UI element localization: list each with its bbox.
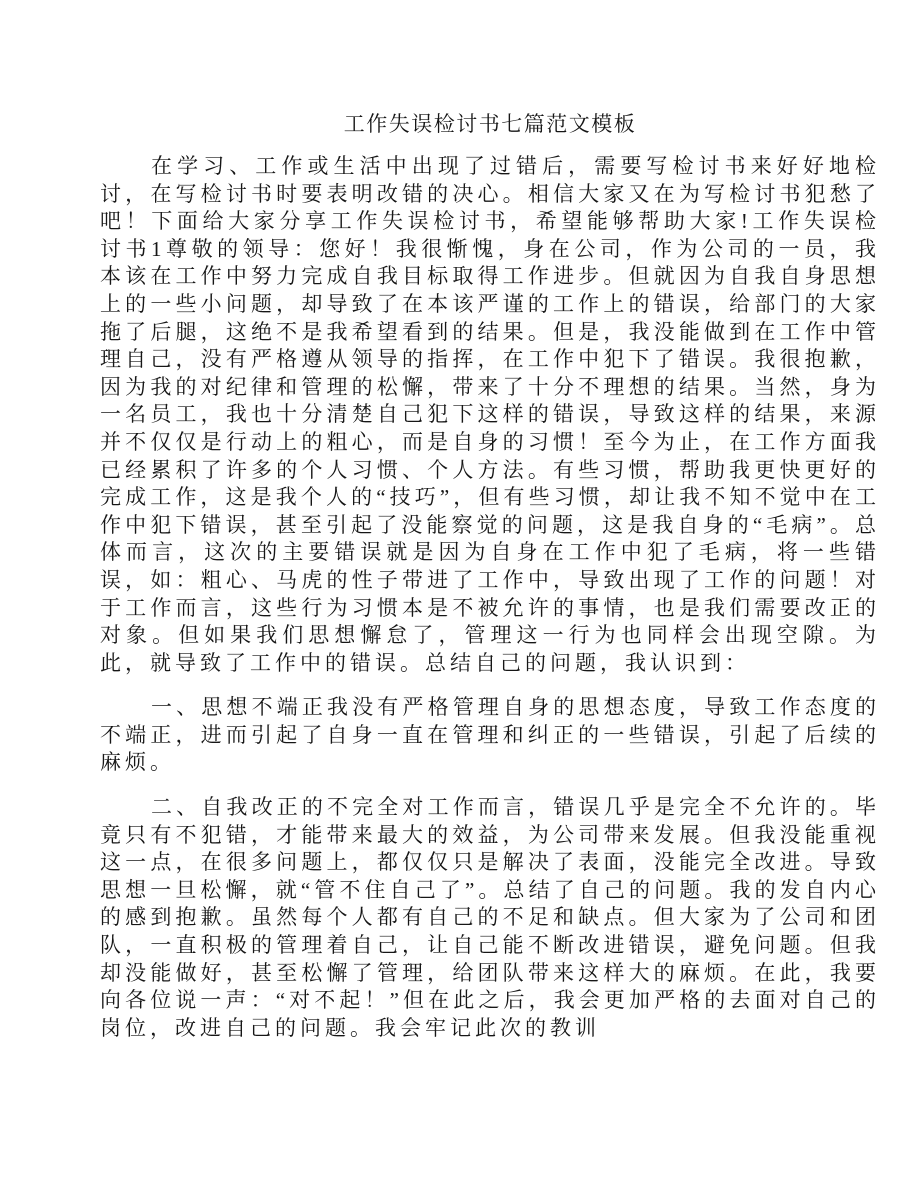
document-title: 工作失误检讨书七篇范文模板 <box>343 112 637 136</box>
paragraph-intro-and-body: 在学习、工作或生活中出现了过错后，需要写检讨书来好好地检讨，在写检讨书时要表明改错的决心。相信大家又在为写检讨书犯愁了吧！下面给大家分享工作失误检讨书，希望能够帮助大家!工作失误检讨书1尊敬的领导：您好！我很惭愧，身在公司，作为公司的一员，我本该在工作中努力完成自我目标取得工作进步。但就因为自我自身思想上的一些小问题，却导致了在本该严谨的工作上的错误，给部门的大家拖了后腿，这绝不是我希望看到的结果。但是，我没能做到在工作中管理自己，没有严格遵从领导的指挥，在工作中犯下了错误。我很抱歉，因为我的对纪律和管理的松懈，带来了十分不理想的结果。当然，身为一名员工，我也十分清楚自己犯下这样的错误，导致这样的结果，来源并不仅仅是行动上的粗心，而是自身的习惯！至今为止，在工作方面我已经累积了许多的个人习惯、个人方法。有些习惯，帮助我更快更好的完成工作，这是我个人的“技巧”，但有些习惯，却让我不知不觉中在工作中犯下错误，甚至引起了没能察觉的问题，这是我自身的“毛病”。总体而言，这次的主要错误就是因为自身在工作中犯了毛病，将一些错误，如：粗心、马虎的性子带进了工作中，导致出现了工作的问题！对于工作而言，这些行为习惯本是不被允许的事情，也是我们需要改正的对象。但如果我们思想懈怠了，管理这一行为也同样会出现空隙。为此，就导致了工作中的错误。总结自己的问题，我认识到： <box>100 154 880 675</box>
paragraph-point-two: 二、自我改正的不完全对工作而言，错误几乎是完全不允许的。毕竟只有不犯错，才能带来最大的效益，为公司带来发展。但我没能重视这一点，在很多问题上，都仅仅只是解决了表面，没能完全改进。导致思想一旦松懈，就“管不住自己了”。总结了自己的问题。我的发自内心的感到抱歉。虽然每个人都有自己的不足和缺点。但大家为了公司和团队，一直积极的管理着自己，让自己能不断改进错误，避免问题。但我却没能做好，甚至松懈了管理，给团队带来这样大的麻烦。在此，我要向各位说一声：“对不起！”但在此之后，我会更加严格的去面对自己的岗位，改进自己的问题。我会牢记此次的教训 <box>100 795 880 1040</box>
paragraph-point-one: 一、思想不端正我没有严格管理自身的思想态度，导致工作态度的不端正，进而引起了自身一直在管理和纠正的一些错误，引起了后续的麻烦。 <box>100 695 880 775</box>
